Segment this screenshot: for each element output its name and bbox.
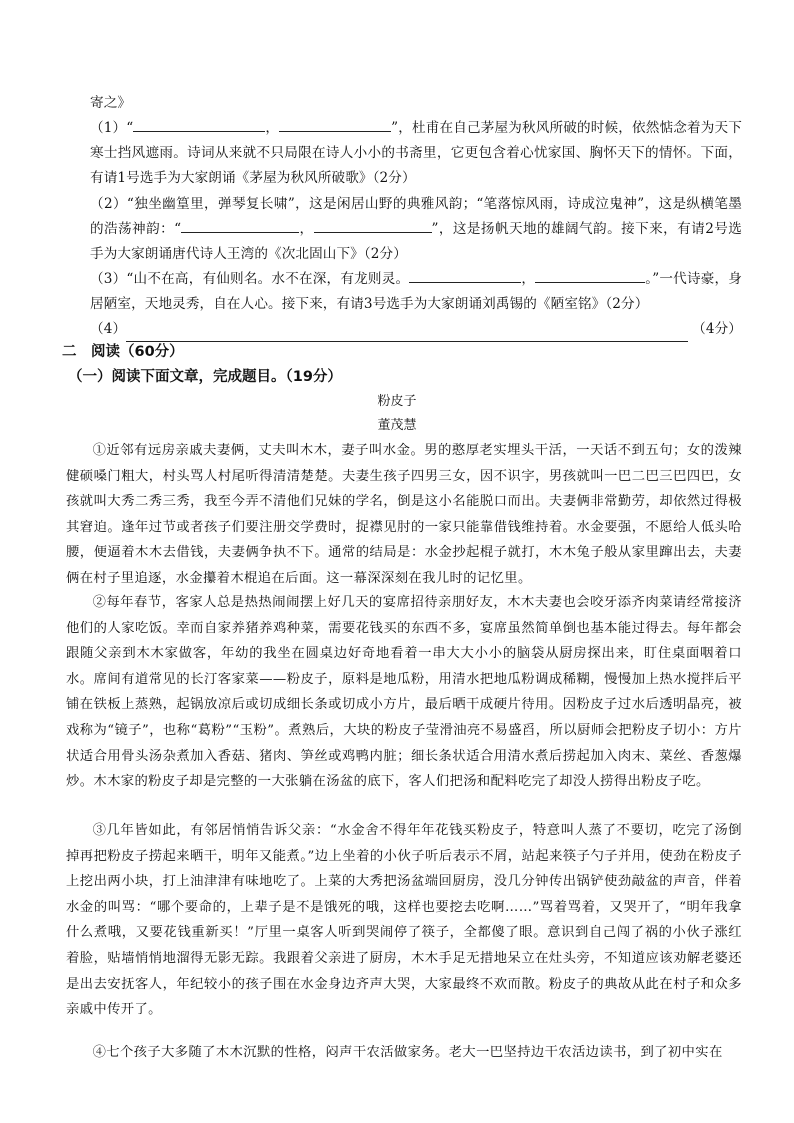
answer-blank[interactable] [133, 116, 265, 132]
item-2-text-before: （2）“独坐幽篁里，弹琴复长啸”，这是闲居山野的典雅风韵；“笔落惊风雨，诗成泣鬼神”，这是纵横笔墨的浩荡神韵：“ [90, 196, 742, 238]
answer-line[interactable] [126, 326, 688, 342]
item-4-number: （4） [90, 321, 127, 337]
item-1-number: （1）“ [90, 120, 134, 136]
item-1-text: ”，杜甫在自己茅屋为秋风所破的时候，依然惦念着为天下寒士挡风遮雨。诗词从来就不只局限在诗人小小的书斋里，它更包含着心忧家国、胸怀天下的情怀。下面，有请1号选手为大家朗诵《茅屋为秋风所破歌》（2分） [90, 120, 742, 187]
item-2-sep: ， [299, 221, 314, 238]
article-paragraph-4: ④七个孩子大多随了木木沉默的性格，闷声干农活做家务。老大一巴坚持边干农活边读书，到了初中实在 [92, 1045, 723, 1060]
item-4-score: （4分） [692, 321, 742, 337]
question-item-1 [90, 116, 742, 192]
answer-blank[interactable] [279, 116, 391, 132]
answer-blank[interactable] [535, 267, 645, 283]
item-1-sep: ， [265, 120, 280, 136]
answer-blank[interactable] [409, 267, 521, 283]
answer-blank[interactable] [314, 217, 432, 233]
subsection-title: （一）阅读下面文章，完成题目。（19分） [68, 369, 342, 385]
item-2-text-after: ”，这是扬帆天地的雄阔气韵。接下来，有请2号选手为大家朗诵唐代诗人王湾的《次北固山下》（2分） [90, 221, 742, 263]
article-paragraph-1: ①近邻有远房亲戚夫妻俩，丈夫叫木木，妻子叫水金。男的憨厚老实埋头干活，一天话不到五句；女的泼辣健硕嗓门粗大，村头骂人村尾听得清清楚楚。夫妻生孩子四男三女，因不识字，男孩就叫一巴二巴三巴四巴，女孩就叫大秀二秀三秀，我至今弄不清他们兄妹的学名，倒是这小名能脱口而出。夫妻俩非常勤劳，却依然过得极其窘迫。逢年过节或者孩子们要注册交学费时，捉襟见肘的一家只能靠借钱维持着。水金要强，不愿给人低头哈腰，便逼着木木去借钱，夫妻俩争执不下。通常的结局是：水金抄起棍子就打，木木兔子般从家里蹿出去，夫妻俩在村子里追逐，水金攥着木棍追在后面。这一幕深深刻在我儿时的记忆里。 [66, 443, 742, 586]
item-3-text-before: （3）“山不在高，有仙则名。水不在深，有龙则灵。 [90, 271, 410, 287]
article-paragraph-3: ③几年皆如此，有邻居悄悄告诉父亲：“水金舍不得年年花钱买粉皮子，特意叫人蒸了不要切，吃完了汤倒掉再把粉皮子捞起来晒干，明年又能煮。”边上坐着的小伙子听后表示不屑，站起来筷子勺子并用，使劲在粉皮子上挖出两小块，打上油津津有味地吃了。上菜的大秀把汤盆端回厨房，没几分钟传出锅铲使劲敲盆的声音，伴着水金的叫骂：“哪个要命的，上辈子是不是饿死的哦，这样也要挖去吃啊……”骂着骂着，又哭开了，“明年我拿什么煮哦，又要花钱重新买！”厅里一桌客人听到哭闹停了筷子，全都傻了眼。意识到自己闯了祸的小伙子涨红着脸，贴墙悄悄地溜得无影无踪。我跟着父亲进了厨房，木木手足无措地呆立在灶头旁，不知道应该劝解老婆还是出去安抚客人，年纪较小的孩子围在水金身边齐声大哭，大家最终不欢而散。粉皮子的典故从此在村子和众多亲戚中传开了。 [66, 823, 742, 1018]
header-fragment: 寄之》 [90, 95, 132, 111]
question-item-2 [90, 192, 742, 268]
article-paragraph-2: ②每年春节，客家人总是热热闹闹摆上好几天的宴席招待亲朋好友，木木夫妻也会咬牙添齐肉菜请经常接济他们的人家吃饭。幸而自家养猪养鸡种菜，需要花钱买的东西不多，宴席虽然简单倒也基本能过得去。每年都会跟随父亲到木木家做客，年幼的我坐在圆桌边好奇地看着一串大大小小的脑袋从厨房探出来，盯住桌面咽着口水。席间有道常见的长汀客家菜——粉皮子，原料是地瓜粉，用清水把地瓜粉调成稀糊，慢慢加上热水搅拌后平铺在铁板上蒸熟，起锅放凉后或切成细长条或切成小方片，最后晒干成硬片待用。因粉皮子过水后透明晶亮，被戏称为“镜子”，也称“葛粉”“玉粉”。煮熟后，大块的粉皮子莹滑油亮不易盛舀，所以厨师会把粉皮子切小：方片状适合用骨头汤杂煮加入香菇、猪肉、笋丝或鸡鸭内脏；细长条状适合用清水煮后捞起加入肉末、菜丝、香葱爆炒。木木家的粉皮子却是完整的一大张躺在汤盆的底下，客人们把汤和配料吃完了却没人捞得出粉皮子吃。 [66, 595, 742, 790]
answer-blank[interactable] [181, 217, 299, 233]
article-title: 粉皮子 [377, 394, 417, 409]
item-3-sep: ， [521, 271, 536, 287]
question-item-3 [90, 267, 742, 317]
article-author: 董茂慧 [377, 418, 417, 433]
question-item-4 [90, 317, 742, 342]
item-3-text-after: 。”一代诗豪，身居陋室，天地灵秀，自在人心。接下来，有请3号选手为大家朗诵刘禹锡的《陋室铭》（2分） [90, 271, 742, 313]
section-title: 二 阅读（60分） [62, 344, 184, 360]
